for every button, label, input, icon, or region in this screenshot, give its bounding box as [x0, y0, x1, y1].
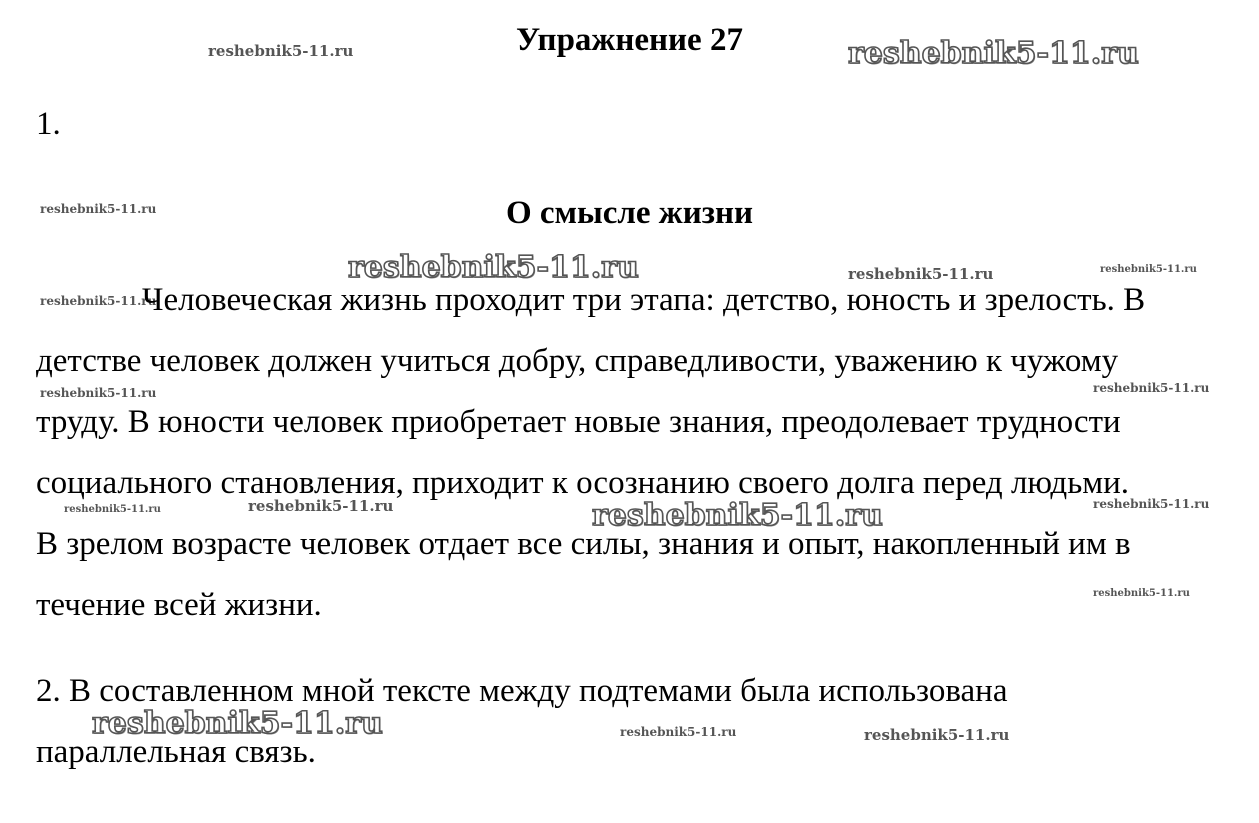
watermark: reshebnik5-11.ru [348, 250, 639, 285]
watermark: reshebnik5-11.ru [248, 497, 394, 515]
watermark: reshebnik5-11.ru [1093, 497, 1210, 511]
watermark: reshebnik5-11.ru [1100, 264, 1197, 275]
text-subtitle: О смысле жизни [505, 195, 754, 231]
item-number: 1. [36, 106, 61, 142]
watermark: reshebnik5-11.ru [208, 42, 354, 60]
watermark: reshebnik5-11.ru [848, 36, 1139, 71]
paragraph-line: социального становления, приходит к осознанию своего долга перед людьми. [36, 465, 1130, 501]
paragraph-line: детстве человек должен учиться добру, справедливости, уважению к чужому [36, 343, 1119, 379]
paragraph-line: труду. В юности человек приобретает новые знания, преодолевает трудности [36, 404, 1121, 440]
answer-line: 2. В составленном мной тексте между подтемами была использована [36, 673, 1008, 709]
watermark: reshebnik5-11.ru [40, 202, 157, 216]
watermark: reshebnik5-11.ru [40, 386, 157, 400]
watermark: reshebnik5-11.ru [92, 706, 383, 741]
watermark: reshebnik5-11.ru [64, 504, 161, 515]
paragraph-line: течение всей жизни. [36, 587, 322, 623]
watermark: reshebnik5-11.ru [592, 498, 883, 533]
exercise-title: Упражнение 27 [516, 22, 743, 58]
answer-line: параллельная связь. [36, 734, 316, 770]
watermark: reshebnik5-11.ru [848, 265, 994, 283]
watermark: reshebnik5-11.ru [1093, 588, 1190, 599]
watermark: reshebnik5-11.ru [1093, 381, 1210, 395]
paragraph-line: В зрелом возрасте человек отдает все силы, знания и опыт, накопленный им в [36, 526, 1131, 562]
watermark: reshebnik5-11.ru [864, 726, 1010, 744]
paragraph-line: Человеческая жизнь проходит три этапа: детство, юность и зрелость. В [142, 282, 1146, 318]
watermark: reshebnik5-11.ru [620, 725, 737, 739]
watermark: reshebnik5-11.ru [40, 294, 157, 308]
